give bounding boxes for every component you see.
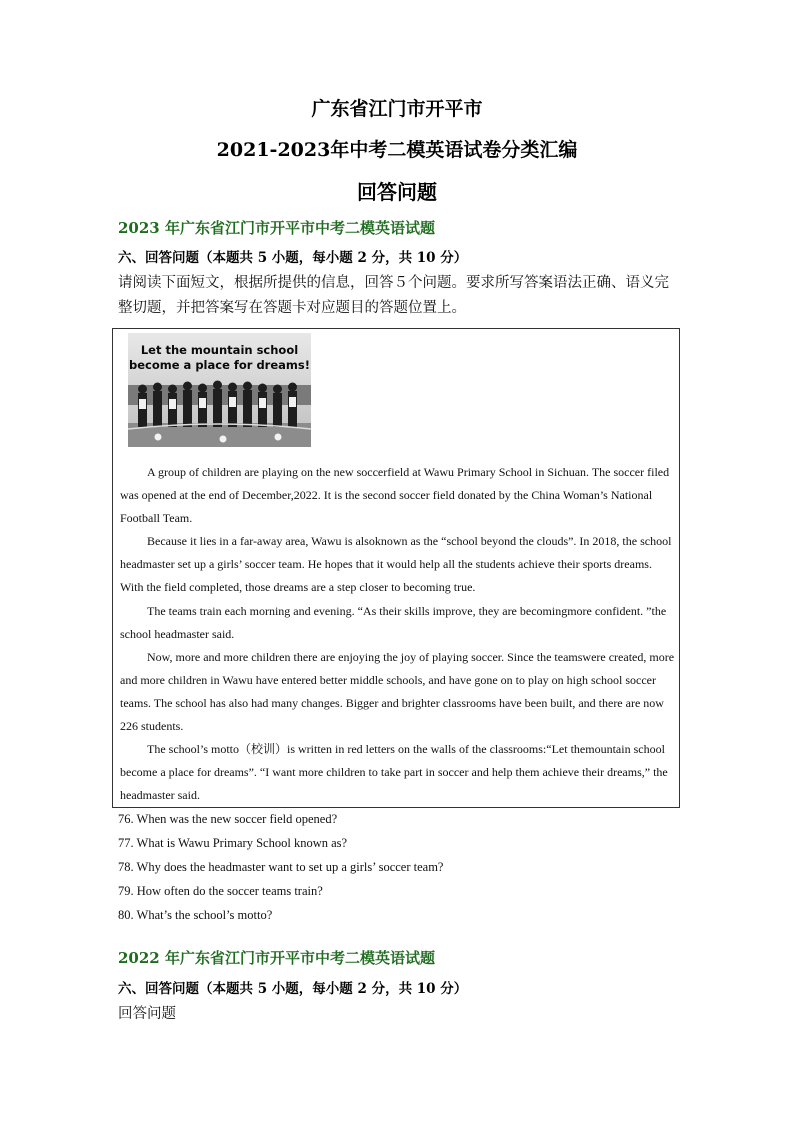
passage-box (112, 328, 680, 808)
doc-title-topic: 回答问题 (357, 180, 437, 204)
passage-paragraph: A group of children are playing on the new soccerfield at Wawu Primary School in Sichuan. The soccer filed was opened at the end of December,2022. It is the second soccer field donated by the China Woman’s National Football Team. (120, 465, 670, 526)
passage-paragraph: Because it lies in a far-away area, Wawu is alsoknown as the “school beyond the clouds”. In 2018, the school headmaster set up a girls’ soccer team. He hopes that it would help all the students achieve their sports dreams. With the field completed, those dreams are a step closer to becoming true. (120, 534, 672, 595)
section-2022-title: 2022 年广东省江门市开平市中考二模英语试题 (118, 949, 435, 967)
question-item: 80. What’s the school’s motto? (118, 908, 273, 922)
question-item: 78. Why does the headmaster want to set up a girls’ soccer team? (118, 860, 444, 874)
section-2023-instructions: 请阅读下面短文，根据所提供的信息，回答５个问题。要求所写答案语法正确、语义完整切题，并把答案写在答题卡对应题目的答题位置上。 (118, 275, 669, 316)
photo-caption: Let the mountain school become a place for dreams! (129, 343, 310, 372)
passage-paragraph: The school’s motto（校训）is written in red letters on the walls of the classrooms:“Let themountain school become a place for dreams”. “I want more children to take part in soccer and help them achieve their dreams,” the headmaster said. (120, 742, 668, 803)
passage-paragraph: The teams train each morning and evening. “As their skills improve, they are becomingmore confident. ”the school headmaster said. (120, 603, 667, 641)
passage-photo (128, 333, 311, 447)
section-2022-body: 回答问题 (118, 1006, 176, 1022)
question-list (118, 807, 443, 927)
section-2023-title: 2023 年广东省江门市开平市中考二模英语试题 (118, 219, 435, 237)
section-2022-part-heading: 六、回答问题（本题共 5 小题，每小题 2 分，共 10 分） (118, 981, 468, 997)
doc-title-region: 广东省江门市开平市 (311, 98, 483, 120)
question-item: 77. What is Wawu Primary School known as? (118, 836, 348, 850)
passage-text (120, 461, 676, 807)
doc-title-main: 2021-2023年中考二模英语试卷分类汇编 (216, 139, 578, 161)
question-item: 76. When was the new soccer field opened? (118, 812, 338, 826)
passage-paragraph: Now, more and more children there are enjoying the joy of playing soccer. Since the teamswere created, more and more children in Wawu have entered better middle schools, and have gone on to play on high school soccer teams. The school has also had many changes. Bigger and brighter classrooms have been built, and there are now 226 students. (120, 649, 675, 734)
question-item: 79. How often do the soccer teams train? (118, 884, 323, 898)
section-2023-part-heading: 六、回答问题（本题共 5 小题，每小题 2 分，共 10 分） (118, 250, 468, 266)
